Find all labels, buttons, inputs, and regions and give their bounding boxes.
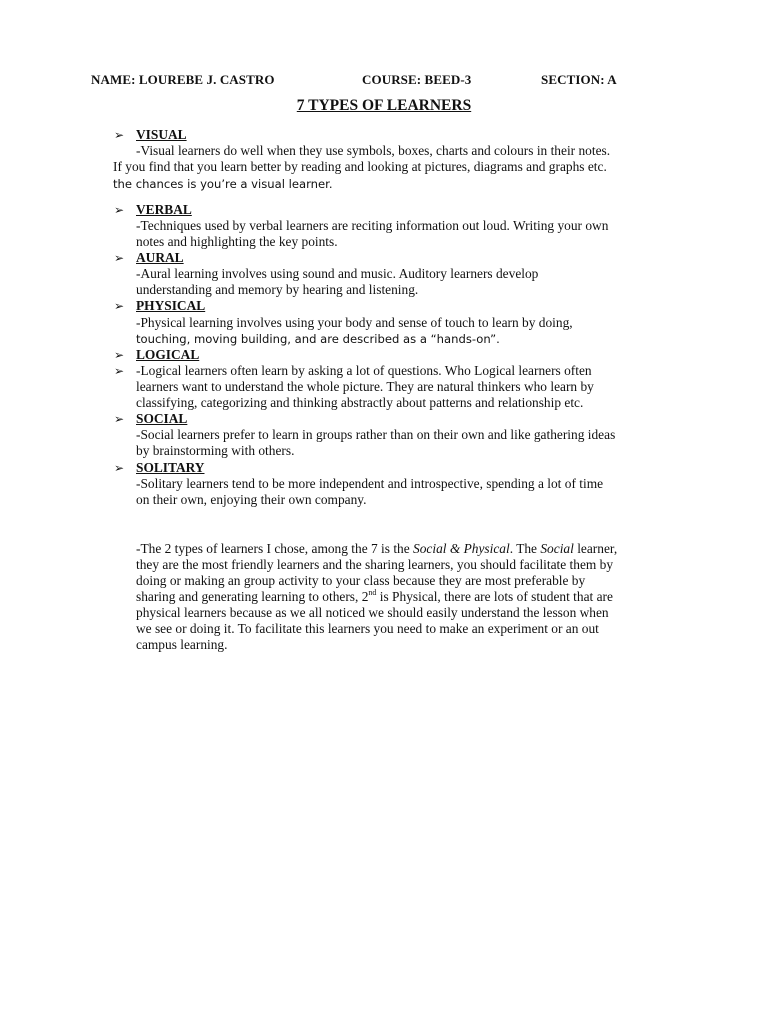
conclusion-text: sharing and generating learning to others, 2	[136, 589, 369, 604]
conclusion-text: is Physical, there are lots of student that are	[376, 589, 613, 604]
conclusion-line-1	[136, 541, 617, 557]
verbal-line-2: notes and highlighting the key points.	[136, 234, 338, 249]
conclusion-line-4	[136, 589, 613, 605]
conclusion-text: -The 2 types of learners I chose, among the 7 is the	[136, 541, 414, 556]
logical-line-3: classifying, categorizing and thinking abstractly about patterns and relationship etc.	[136, 395, 584, 410]
social-line-1: -Social learners prefer to learn in groups rather than on their own and like gathering ideas	[136, 427, 616, 442]
conclusion-text: learner,	[573, 541, 618, 556]
conclusion-line-5: physical learners because as we all noticed we should easily understand the lesson when	[136, 605, 609, 620]
conclusion-line-2: they are the most friendly learners and the sharing learners, you should facilitate them by	[136, 557, 614, 572]
physical-line-2: touching, moving building, and are described as a “hands-on”.	[136, 332, 500, 346]
heading-solitary: SOLITARY	[136, 460, 205, 475]
bullet-arrow-icon: ➢	[114, 412, 125, 426]
section-label: SECTION: A	[541, 72, 617, 87]
social-line-2: by brainstorming with others.	[136, 443, 295, 458]
aural-line-2: understanding and memory by hearing and listening.	[136, 282, 419, 297]
heading-visual: VISUAL	[136, 127, 187, 142]
bullet-arrow-icon: ➢	[114, 348, 125, 362]
verbal-line-1: -Techniques used by verbal learners are reciting information out loud. Writing your own	[136, 218, 609, 233]
conclusion-text: . The	[509, 541, 541, 556]
heading-physical: PHYSICAL	[136, 298, 206, 313]
heading-verbal: VERBAL	[136, 202, 192, 217]
aural-line-1: -Aural learning involves using sound and music. Auditory learners develop	[136, 266, 539, 281]
emphasis-social: Social	[540, 541, 574, 556]
heading-social: SOCIAL	[136, 411, 188, 426]
visual-line-1: -Visual learners do well when they use symbols, boxes, charts and colours in their notes.	[136, 143, 611, 158]
bullet-arrow-icon: ➢	[114, 364, 125, 378]
solitary-line-2: on their own, enjoying their own company.	[136, 492, 367, 507]
ordinal-superscript: nd	[368, 588, 377, 597]
visual-line-2: If you find that you learn better by reading and looking at pictures, diagrams and graphs etc.	[113, 159, 607, 174]
physical-line-1: -Physical learning involves using your body and sense of touch to learn by doing,	[136, 315, 573, 330]
logical-line-2: learners want to understand the whole picture. They are natural thinkers who learn by	[136, 379, 594, 394]
bullet-arrow-icon: ➢	[114, 251, 125, 265]
bullet-arrow-icon: ➢	[114, 203, 125, 217]
logical-line-1: -Logical learners often learn by asking a lot of questions. Who Logical learners often	[136, 363, 592, 378]
conclusion-line-7: campus learning.	[136, 637, 228, 652]
heading-aural: AURAL	[136, 250, 184, 265]
document-title: 7 TYPES OF LEARNERS	[296, 97, 472, 114]
course-label: COURSE: BEED-3	[362, 72, 472, 87]
emphasis-social-physical: Social & Physical	[413, 541, 510, 556]
conclusion-line-6: we see or doing it. To facilitate this learners you need to make an experiment or an out	[136, 621, 599, 636]
bullet-arrow-icon: ➢	[114, 461, 125, 475]
bullet-arrow-icon: ➢	[114, 128, 125, 142]
bullet-arrow-icon: ➢	[114, 299, 125, 313]
conclusion-line-3: doing or making an group activity to your class because they are most preferable by	[136, 573, 586, 588]
solitary-line-1: -Solitary learners tend to be more independent and introspective, spending a lot of time	[136, 476, 604, 491]
student-name: NAME: LOUREBE J. CASTRO	[91, 72, 275, 87]
visual-line-3: the chances is you’re a visual learner.	[113, 177, 333, 191]
heading-logical: LOGICAL	[136, 347, 200, 362]
